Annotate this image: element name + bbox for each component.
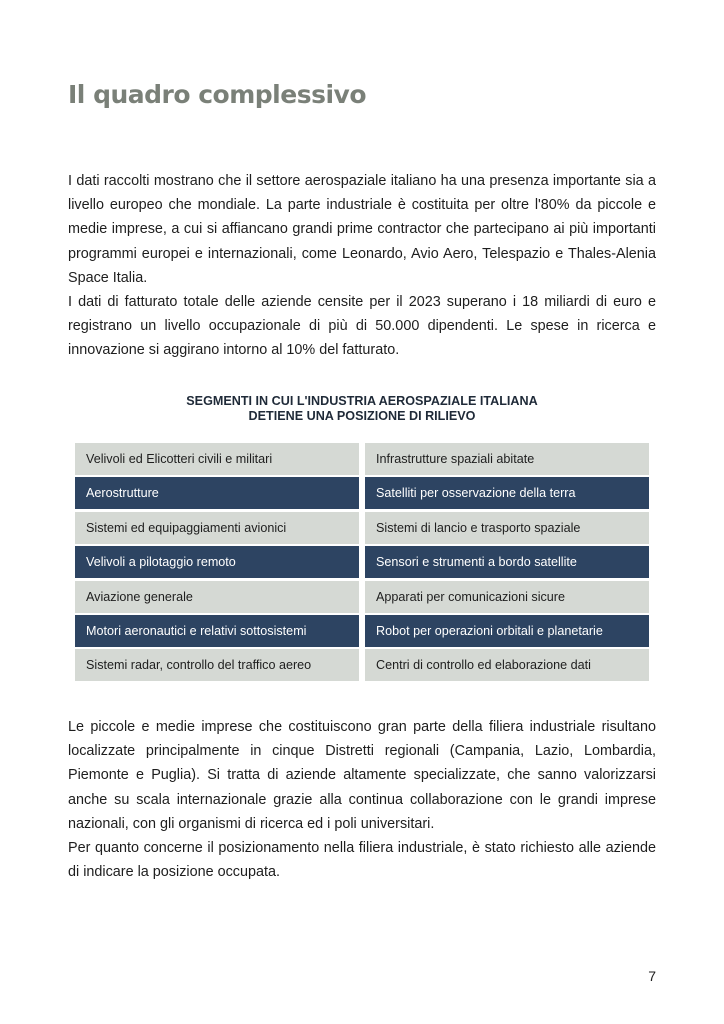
intro-paragraph-2: I dati di fatturato totale delle aziende censite per il 2023 superano i 18 miliardi di euro e registrano un livello occupazionale di più di 50.000 dipendenti. Le spese in ricerca e innovazione si aggirano intorno al 10% del fatturato. [68, 294, 656, 359]
segment-cell: Aerostrutture [75, 477, 359, 509]
segment-cell: Satelliti per osservazione della terra [365, 477, 649, 509]
segments-title-line-1: SEGMENTI IN CUI L'INDUSTRIA AEROSPAZIALE ITALIANA [186, 394, 538, 408]
segment-cell: Aviazione generale [75, 581, 359, 613]
intro-paragraph-1: I dati raccolti mostrano che il settore aerospaziale italiano ha una presenza importante sia a livello europeo che mondiale. La parte industriale è costituita per oltre l'80% da piccole e medie imprese, a cui si affiancano grandi prime contractor che partecipano ai più importanti programmi europei e internazionali, come Leonardo, Avio Aero, Telespazio e Thales-Alenia Space Italia. [68, 173, 656, 286]
outro-paragraph-2: Per quanto concerne il posizionamento nella filiera industriale, è stato richiesto alle aziende di indicare la posizione occupata. [68, 840, 656, 881]
segment-cell: Motori aeronautici e relativi sottosistemi [75, 615, 359, 647]
segment-cell: Apparati per comunicazioni sicure [365, 581, 649, 613]
page-title: Il quadro complessivo [68, 80, 367, 109]
segment-cell: Sistemi ed equipaggiamenti avionici [75, 512, 359, 544]
segment-cell: Sistemi di lancio e trasporto spaziale [365, 512, 649, 544]
outro-text [68, 715, 656, 884]
segment-cell: Infrastrutture spaziali abitate [365, 443, 649, 475]
segment-cell: Sistemi radar, controllo del traffico aereo [75, 649, 359, 681]
segment-cell: Velivoli ed Elicotteri civili e militari [75, 443, 359, 475]
outro-paragraph-1: Le piccole e medie imprese che costituiscono gran parte della filiera industriale risultano localizzate principalmente in cinque Distretti regionali (Campania, Lazio, Lombardia, Piemonte e Puglia). Si tratta di aziende altamente specializzate, che sanno valorizzarsi anche su scala internazionale grazie alla continua collaborazione con le grandi imprese nazionali, con gli organismi di ricerca ed i poli universitari. [68, 719, 656, 832]
segment-cell: Robot per operazioni orbitali e planetarie [365, 615, 649, 647]
intro-text [68, 169, 656, 363]
segments-table-title [68, 394, 656, 424]
page-number: 7 [648, 968, 656, 984]
segment-cell: Sensori e strumenti a bordo satellite [365, 546, 649, 578]
segment-cell: Velivoli a pilotaggio remoto [75, 546, 359, 578]
segments-table [75, 443, 649, 684]
segments-title-line-2: DETIENE UNA POSIZIONE DI RILIEVO [248, 409, 476, 423]
segment-cell: Centri di controllo ed elaborazione dati [365, 649, 649, 681]
